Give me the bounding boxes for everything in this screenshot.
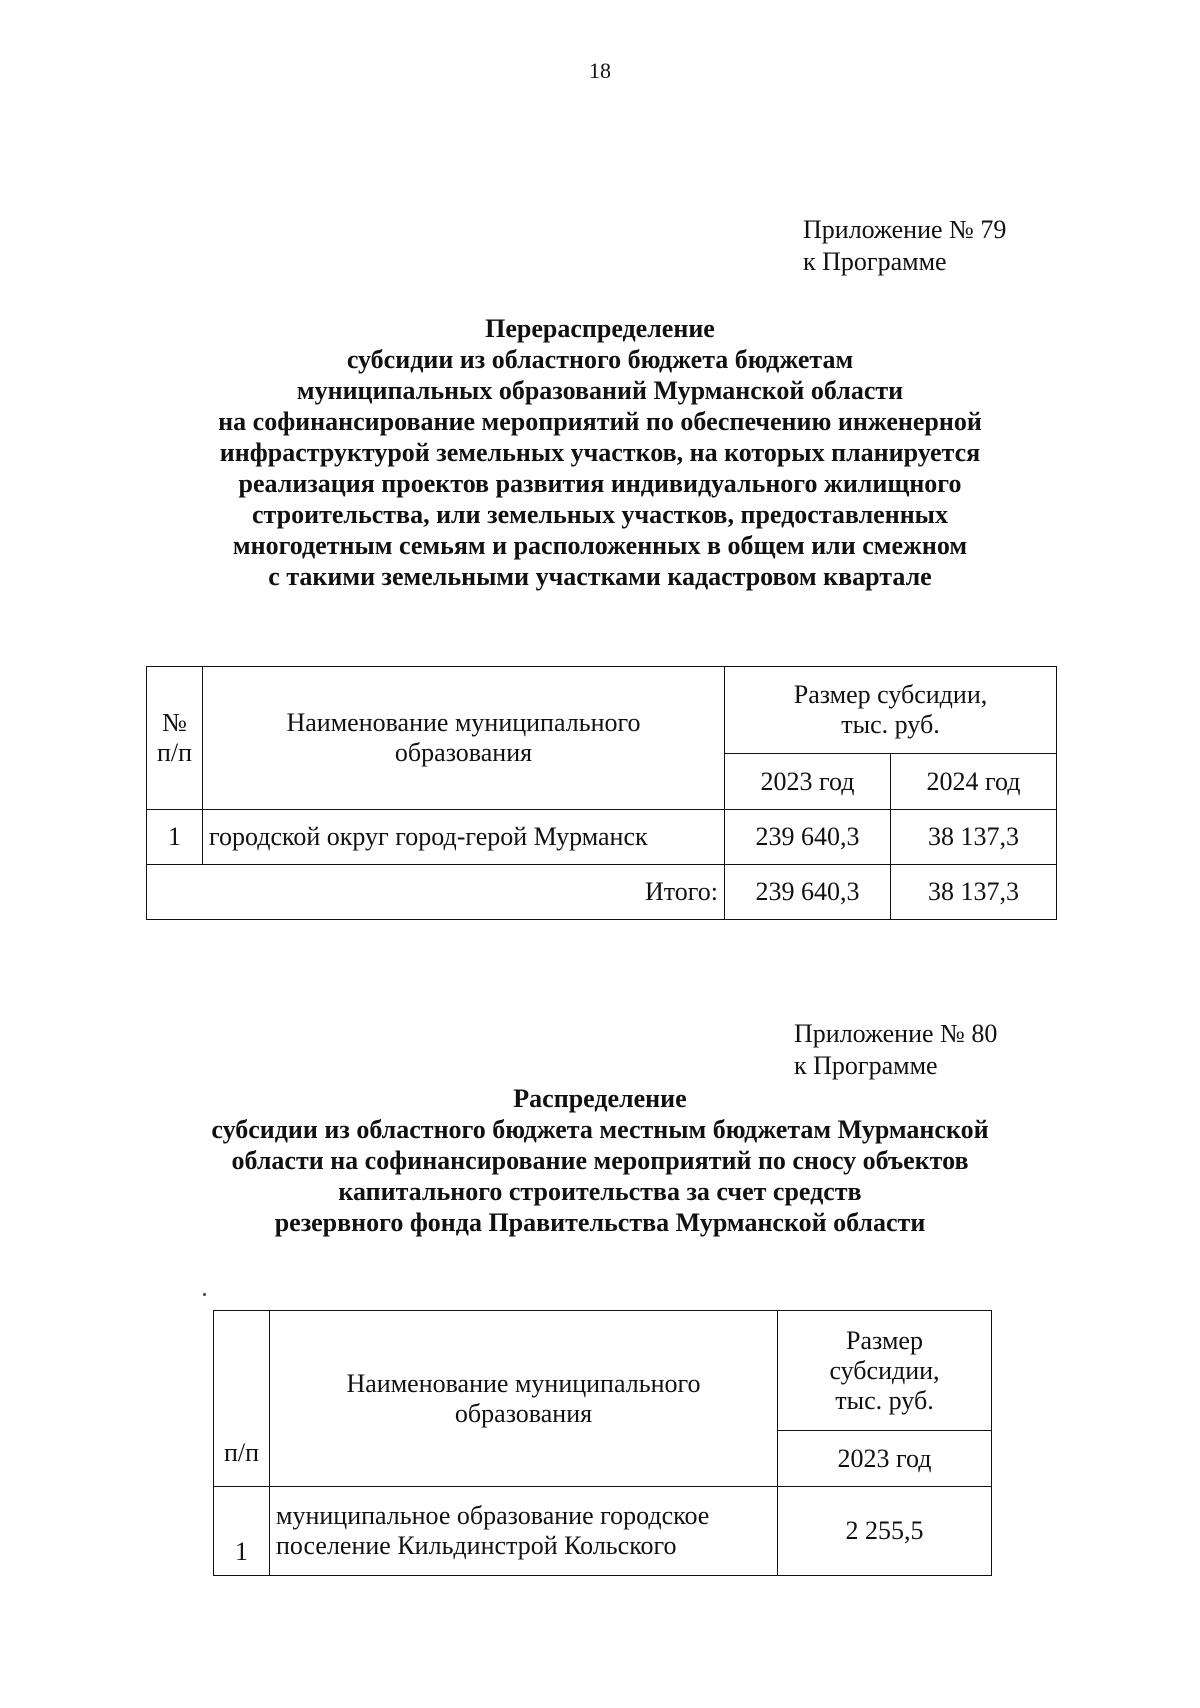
appendix-79-program: к Программе (803, 247, 947, 276)
row-value-2023: 239 640,3 (725, 810, 891, 865)
row-num: 1 (214, 1487, 270, 1576)
header-name-line: образования (394, 738, 533, 767)
header-num-line: п/п (156, 738, 193, 767)
header-num (147, 667, 203, 810)
title-line: инфраструктурой земельных участков, на которых планируется (219, 438, 981, 467)
title-line: субсидии из областного бюджета местным бюджетам Мурманской (211, 1115, 989, 1144)
appendix-80-header (794, 1018, 997, 1082)
total-value-2024: 38 137,3 (891, 865, 1057, 920)
title-line: реализация проектов развития индивидуального жилищного (238, 469, 962, 498)
title-line: с такими земельными участками кадастровом квартале (268, 562, 932, 591)
header-year-2023: 2023 год (778, 1431, 992, 1487)
table-total-row (147, 865, 1057, 920)
row-value-2024: 38 137,3 (891, 810, 1057, 865)
title-line: области на софинансирование мероприятий по сносу объектов (231, 1146, 969, 1175)
header-name-line: образования (454, 1398, 593, 1428)
title-line: Перераспределение (485, 314, 715, 343)
title-line: муниципальных образований Мурманской области (296, 376, 904, 405)
row-name-line: поселение Кильдинстрой Кольского (276, 1531, 677, 1560)
appendix-80-program: к Программе (794, 1051, 938, 1080)
appendix-80-number: Приложение № 80 (794, 1019, 998, 1048)
table-row (214, 1487, 992, 1576)
header-amount (725, 667, 1057, 754)
header-amount-line: тыс. руб. (835, 1385, 934, 1415)
title-line: субсидии из областного бюджета бюджетам (346, 345, 854, 374)
header-year-2024: 2024 год (891, 754, 1057, 810)
appendix-79-number: Приложение № 79 (803, 215, 1007, 244)
header-name (270, 1311, 778, 1487)
total-value-2023: 239 640,3 (725, 865, 891, 920)
total-label: Итого: (147, 865, 725, 920)
row-num: 1 (147, 810, 203, 865)
row-name: городской округ город-герой Мурманск (203, 810, 725, 865)
row-name (270, 1487, 778, 1576)
title-line: на софинансирование мероприятий по обеспечению инженерной (218, 407, 982, 436)
header-amount-line: субсидии, (829, 1355, 940, 1385)
title-line: многодетным семьям и расположенных в общем или смежном (232, 531, 968, 560)
title-line: Распределение (513, 1084, 687, 1113)
header-name-line: Наименование муниципального (346, 1368, 701, 1398)
table-appendix-79 (146, 666, 1057, 920)
title-line: строительства, или земельных участков, предоставленных (252, 500, 948, 529)
header-name (203, 667, 725, 810)
table-row (147, 810, 1057, 865)
header-name-line: Наименование муниципального (286, 708, 641, 737)
row-name-line: муниципальное образование городское (276, 1501, 710, 1530)
header-num: п/п (214, 1311, 270, 1487)
header-amount-line: Размер субсидии, (793, 680, 988, 709)
table-appendix-80 (213, 1310, 992, 1576)
header-num-line: № (162, 708, 187, 737)
title-line: резервного фонда Правительства Мурманской области (274, 1208, 926, 1237)
page-number: 18 (589, 58, 611, 83)
scan-artifact-dot (203, 1293, 206, 1296)
header-amount-line: Размер (846, 1325, 923, 1355)
row-value-2023: 2 255,5 (778, 1487, 992, 1576)
appendix-79-title (100, 313, 1100, 592)
header-amount-line: тыс. руб. (841, 710, 940, 739)
header-amount (778, 1311, 992, 1431)
title-line: капитального строительства за счет средств (338, 1177, 862, 1206)
header-year-2023: 2023 год (725, 754, 891, 810)
appendix-79-header (803, 214, 1006, 278)
appendix-80-title (100, 1083, 1100, 1238)
